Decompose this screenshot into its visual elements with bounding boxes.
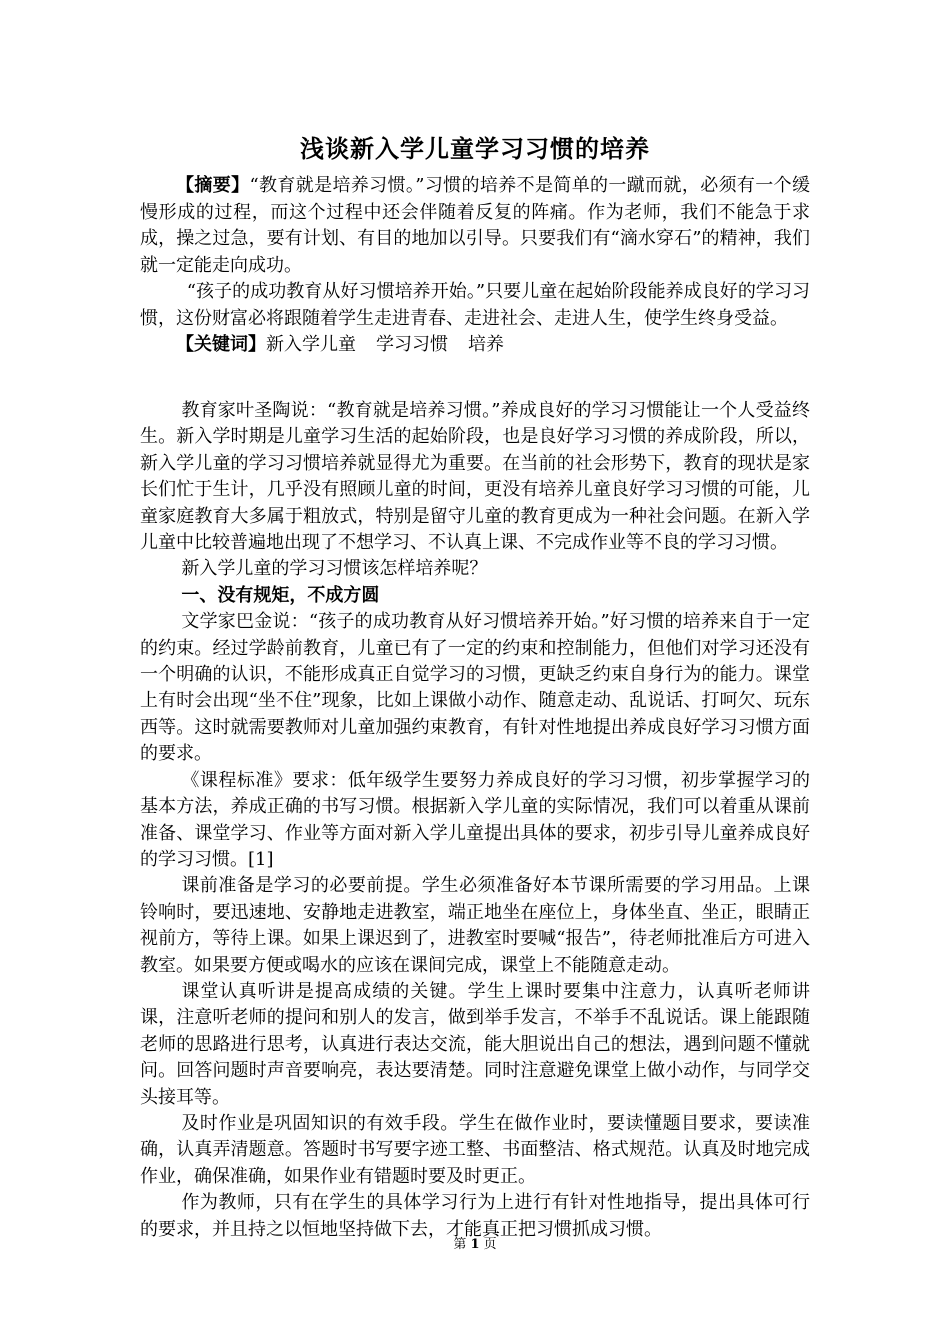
- abstract-paragraph-2: “孩子的成功教育从好习惯培养开始。”只要儿童在起始阶段能养成良好的学习习惯，这份财富必将跟随着学生走进青春、走进社会、走进人生，使学生终身受益。: [140, 281, 810, 329]
- section-heading: 一、没有规矩，不成方圆: [181, 584, 380, 606]
- abstract-section: [140, 173, 810, 359]
- document-title: 浅谈新入学儿童学习习惯的培养: [300, 135, 650, 163]
- abstract-tag: 【摘要】: [176, 175, 250, 196]
- keyword-item: 培养: [468, 334, 504, 355]
- page-number: 1: [470, 1237, 480, 1252]
- footer-prefix: 第: [453, 1237, 467, 1252]
- keywords-tag: 【关键词】: [176, 334, 266, 355]
- body-paragraph: 新入学儿童的学习习惯该怎样培养呢？: [181, 558, 488, 580]
- keywords-line: [140, 332, 810, 359]
- body-paragraph: 教育家叶圣陶说：“教育就是培养习惯。”养成良好的学习习惯能让一个人受益终生。新入学时期是儿童学习生活的起始阶段，也是良好学习习惯的养成阶段，所以，新入学儿童的学习习惯培养就显得尤为重要。在当前的社会形势下，教育的现状是家长们忙于生计，几乎没有照顾儿童的时间，更没有培养儿童良好学习习惯的可能，儿童家庭教育大多属于粗放式，特别是留守儿童的教育更成为一种社会问题。在新入学儿童中比较普遍地出现了不想学习、不认真上课、不完成作业等不良的学习习惯。: [140, 400, 810, 554]
- body-paragraph: 课堂认真听讲是提高成绩的关键。学生上课时要集中注意力，认真听老师讲课，注意听老师的提问和别人的发言，做到举手发言，不举手不乱说话。课上能跟随老师的思路进行思考，认真进行表达交流，能大胆说出自己的想法，遇到问题不懂就问。回答问题时声音要响亮，表达要清楚。同时注意避免课堂上做小动作，与同学交头接耳等。: [140, 980, 810, 1108]
- footer-suffix: 页: [483, 1237, 497, 1252]
- abstract-text: “教育就是培养习惯。”习惯的培养不是简单的一蹴而就，必须有一个缓慢形成的过程，而这个过程中还会伴随着反复的阵痛。作为老师，我们不能急于求成，操之过急，要有计划、有目的地加以引导。只要我们有“滴水穿石”的精神，我们就一定能走向成功。: [140, 175, 811, 276]
- keyword-item: 新入学儿童: [266, 334, 356, 355]
- body-paragraph: 课前准备是学习的必要前提。学生必须准备好本节课所需要的学习用品。上课铃响时，要迅速地、安静地走进教室，端正地坐在座位上，身体坐直、坐正，眼睛正视前方，等待上课。如果上课迟到了，进教室时要喊“报告”，待老师批准后方可进入教室。如果要方便或喝水的应该在课间完成，课堂上不能随意走动。: [140, 875, 810, 976]
- body-paragraph: 作为教师，只有在学生的具体学习行为上进行有针对性地指导，提出具体可行的要求，并且持之以恒地坚持做下去，才能真正把习惯抓成习惯。: [140, 1192, 810, 1240]
- page-footer: [0, 1236, 950, 1254]
- body-paragraph: 文学家巴金说：“孩子的成功教育从好习惯培养开始。”好习惯的培养来自于一定的约束。经过学龄前教育，儿童已有了一定的约束和控制能力，但他们对学习还没有一个明确的认识，不能形成真正自觉学习的习惯，更缺乏约束自身行为的能力。课堂上有时会出现“坐不住”现象，比如上课做小动作、随意走动、乱说话、打呵欠、玩东西等。这时就需要教师对儿童加强约束教育，有针对性地提出养成良好学习习惯方面的要求。: [140, 611, 810, 765]
- body-paragraph: 及时作业是巩固知识的有效手段。学生在做作业时，要读懂题目要求，要读准确，认真弄清题意。答题时书写要字迹工整、书面整洁、格式规范。认真及时地完成作业，确保准确，如果作业有错题时要及时更正。: [140, 1112, 810, 1187]
- abstract-paragraph: [140, 173, 810, 279]
- body-section: [140, 398, 810, 1243]
- body-paragraph: 《课程标准》要求：低年级学生要努力养成良好的学习习惯，初步掌握学习的基本方法，养成正确的书写习惯。根据新入学儿童的实际情况，我们可以着重从课前准备、课堂学习、作业等方面对新入学儿童提出具体的要求，初步引导儿童养成良好的学习习惯。[1]: [140, 769, 810, 870]
- keyword-item: 学习习惯: [376, 334, 448, 355]
